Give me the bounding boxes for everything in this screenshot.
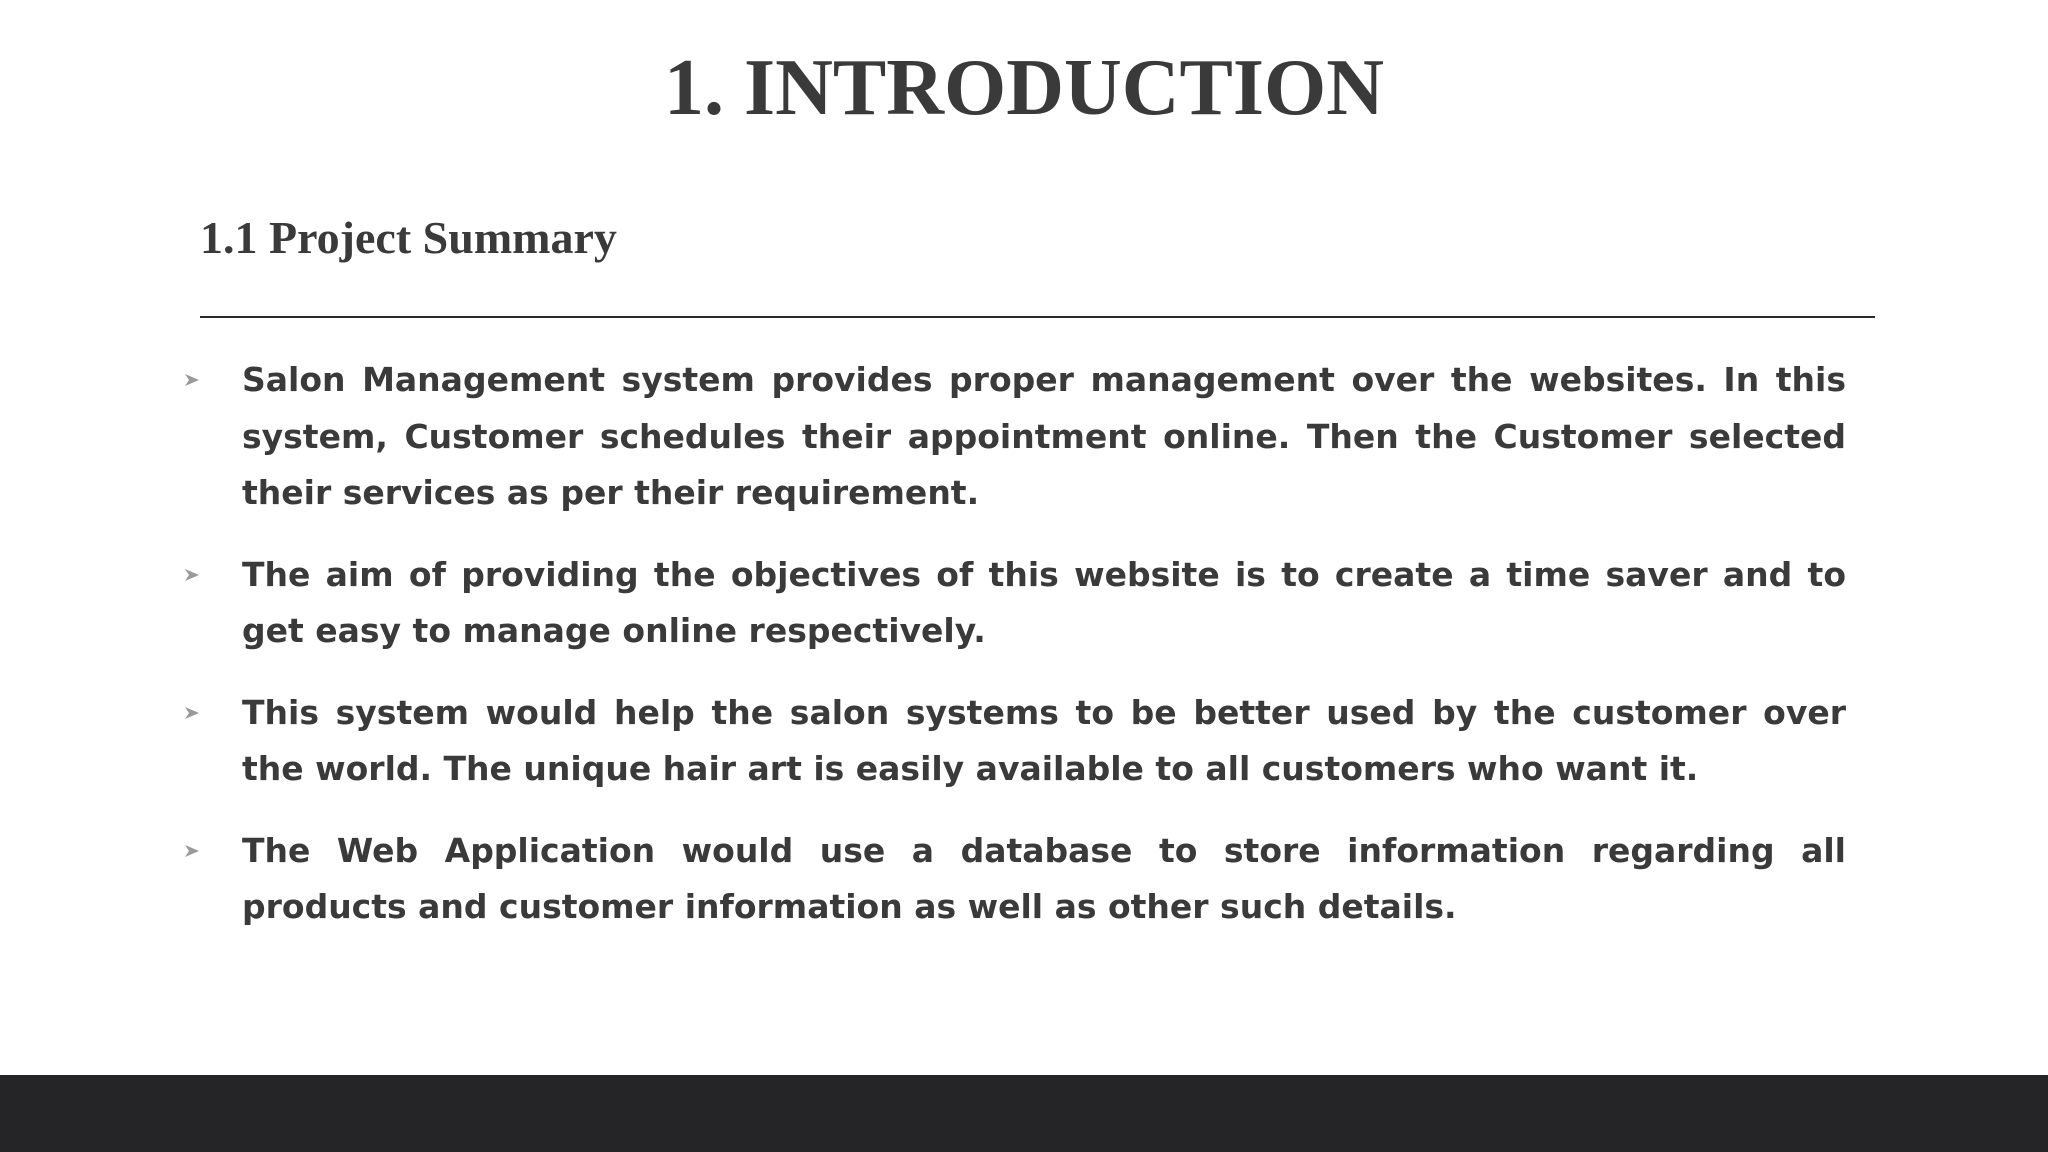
- list-item: [180, 823, 1846, 936]
- bullet-list: [180, 352, 1846, 961]
- section-subtitle: 1.1 Project Summary: [200, 212, 617, 263]
- arrowhead-bullet-icon: [184, 705, 200, 721]
- arrowhead-bullet-icon: [184, 843, 200, 859]
- bullet-text: Salon Management system provides proper management over the websites. In this system, Customer schedules their appointment online. Then the Customer selected their services as per their requirement.: [242, 360, 1846, 512]
- arrowhead-bullet-icon: [184, 372, 200, 388]
- bullet-text: This system would help the salon systems to be better used by the customer over the world. The unique hair art is easily available to all customers who want it.: [242, 692, 1846, 788]
- footer-bar: [0, 1075, 2048, 1152]
- arrowhead-bullet-icon: [184, 567, 200, 583]
- list-item: [180, 547, 1846, 660]
- bullet-text: The Web Application would use a database to store information regarding all products and customer information as well as other such details.: [242, 830, 1846, 926]
- divider-rule: [200, 316, 1875, 318]
- list-item: [180, 352, 1846, 522]
- list-item: [180, 685, 1846, 798]
- bullet-text: The aim of providing the objectives of this website is to create a time saver and to get easy to manage online respectively.: [242, 554, 1846, 650]
- slide-title: 1. INTRODUCTION: [663, 44, 1385, 132]
